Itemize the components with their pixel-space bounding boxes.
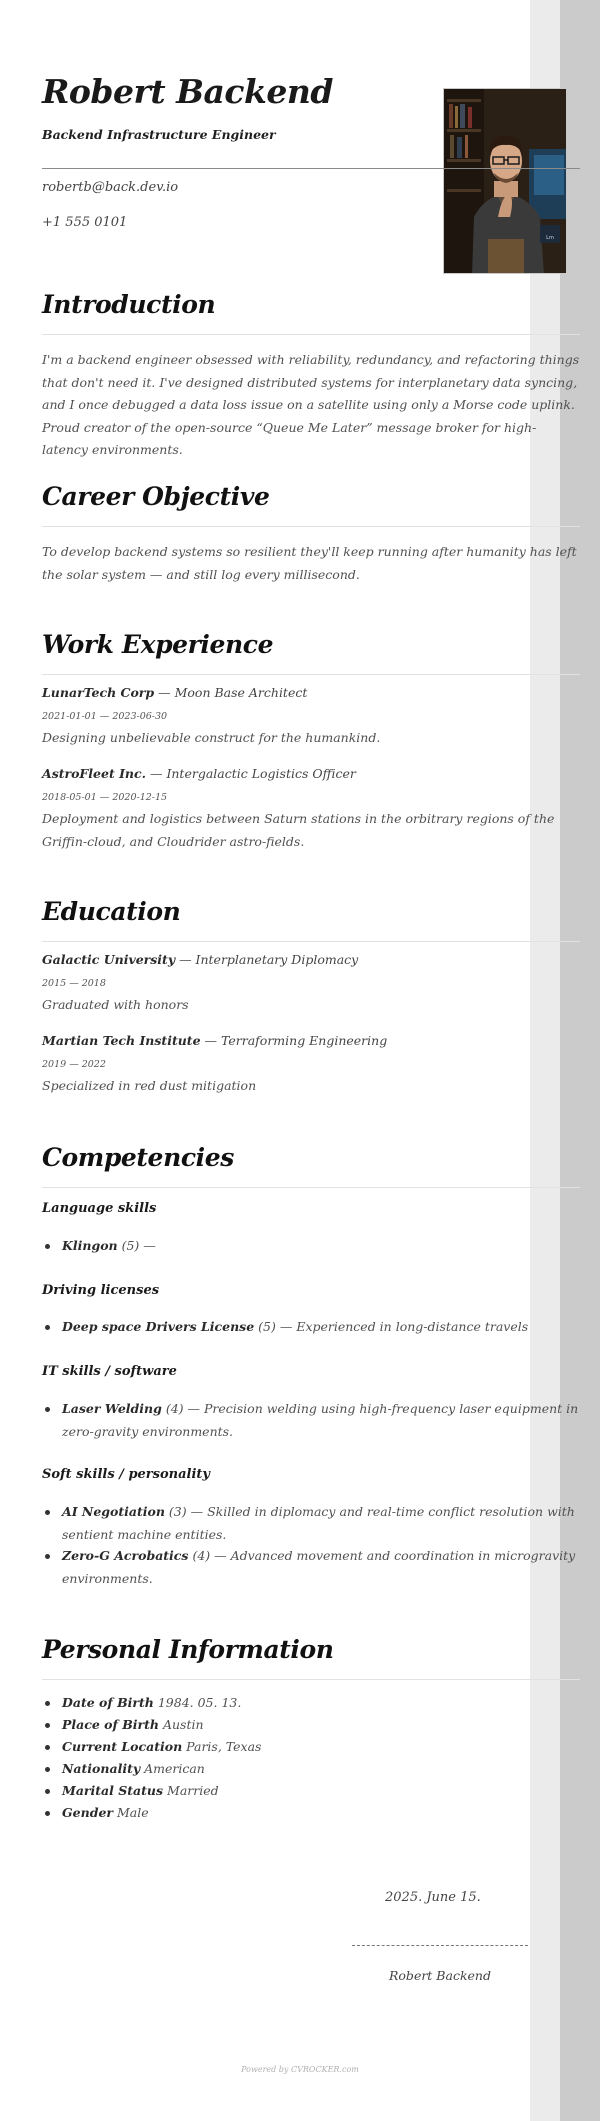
competency-detail: (5) — Experienced in long-distance travels bbox=[254, 1319, 529, 1334]
personal-info-label: Nationality bbox=[62, 1761, 141, 1776]
work-entry-role: — Moon Base Architect bbox=[154, 685, 308, 700]
section-divider bbox=[42, 526, 580, 527]
competency-name: Klingon bbox=[62, 1238, 118, 1253]
work-entry-org: AstroFleet Inc. bbox=[42, 766, 146, 781]
education-entry-heading bbox=[42, 952, 358, 967]
personal-info-label: Date of Birth bbox=[62, 1695, 154, 1710]
competency-group-heading: IT skills / software bbox=[42, 1364, 177, 1379]
personal-info-item bbox=[62, 1714, 580, 1737]
section-title-objective: Career Objective bbox=[42, 482, 270, 511]
section-divider bbox=[42, 1679, 580, 1680]
competency-detail: (4) — Precision welding using high-frequency laser equipment in zero-gravity environments. bbox=[62, 1401, 579, 1439]
personal-info-value: Austin bbox=[159, 1717, 204, 1732]
personal-info-value: Male bbox=[113, 1805, 149, 1820]
personal-info-value: Married bbox=[163, 1783, 219, 1798]
personal-info-item bbox=[62, 1780, 580, 1803]
work-entry-org: LunarTech Corp bbox=[42, 685, 155, 700]
competency-item bbox=[62, 1398, 580, 1443]
personal-info-label: Current Location bbox=[62, 1739, 183, 1754]
header-divider bbox=[42, 168, 580, 169]
section-title-personal: Personal Information bbox=[42, 1635, 334, 1664]
signature-line bbox=[352, 1945, 528, 1947]
competency-detail: (3) — Skilled in diplomacy and real-time conflict resolution with sentient machine entities. bbox=[62, 1504, 575, 1542]
competency-group-heading: Driving licenses bbox=[42, 1283, 160, 1298]
education-entry-degree: — Interplanetary Diplomacy bbox=[175, 952, 359, 967]
section-divider bbox=[42, 1187, 580, 1188]
personal-info-item bbox=[62, 1802, 580, 1825]
signature-name: Robert Backend bbox=[389, 1968, 491, 1983]
personal-info-item bbox=[62, 1736, 580, 1759]
signature-date: 2025. June 15. bbox=[385, 1890, 481, 1905]
competency-item bbox=[62, 1316, 580, 1339]
candidate-name: Robert Backend bbox=[42, 72, 333, 111]
personal-info-value: American bbox=[140, 1761, 205, 1776]
personal-info-value: 1984. 05. 13. bbox=[153, 1695, 242, 1710]
section-title-work: Work Experience bbox=[42, 630, 274, 659]
education-entry-org: Galactic University bbox=[42, 952, 176, 967]
competency-name: Zero-G Acrobatics bbox=[62, 1548, 189, 1563]
svg-text:Lm: Lm bbox=[546, 235, 554, 241]
competency-group-heading: Language skills bbox=[42, 1201, 157, 1216]
personal-info-item bbox=[62, 1758, 580, 1781]
personal-info-label: Gender bbox=[62, 1805, 113, 1820]
work-entry-description: Deployment and logistics between Saturn stations in the orbitrary regions of the Griffin-cloud, and Cloudrider astro-fields. bbox=[42, 811, 555, 849]
competency-name: AI Negotiation bbox=[62, 1504, 165, 1519]
education-entry-heading bbox=[42, 1033, 387, 1048]
personal-info-label: Place of Birth bbox=[62, 1717, 159, 1732]
education-entry-org: Martian Tech Institute bbox=[42, 1033, 201, 1048]
competency-detail: (5) — bbox=[117, 1238, 156, 1253]
competency-item bbox=[62, 1501, 580, 1546]
section-divider bbox=[42, 334, 580, 335]
competency-name: Laser Welding bbox=[62, 1401, 162, 1416]
work-entry-heading bbox=[42, 766, 356, 781]
work-entry-role: — Intergalactic Logistics Officer bbox=[146, 766, 356, 781]
education-entry-degree: — Terraforming Engineering bbox=[200, 1033, 388, 1048]
work-entry-heading bbox=[42, 685, 307, 700]
introduction-text: I'm a backend engineer obsessed with reliability, redundancy, and refactoring things that don't need it. I've designed distributed systems for interplanetary data syncing, and I once debugged a data loss issue on a satellite using only a Morse code uplink. Proud creator of the open-source “Queue Me Later” message broker for high-latency environments. bbox=[42, 352, 580, 457]
section-title-education: Education bbox=[42, 897, 181, 926]
section-divider bbox=[42, 674, 580, 675]
work-entry-dates: 2021-01-01 — 2023-06-30 bbox=[42, 711, 168, 722]
education-entry-dates: 2019 — 2022 bbox=[42, 1059, 106, 1070]
competency-name: Deep space Drivers License bbox=[62, 1319, 255, 1334]
profile-photo bbox=[443, 88, 567, 274]
section-divider bbox=[42, 941, 580, 942]
competency-item bbox=[62, 1545, 580, 1590]
competency-detail: (4) — Advanced movement and coordination in microgravity environments. bbox=[62, 1548, 576, 1586]
objective-text: To develop backend systems so resilient they'll keep running after humanity has left the solar system — and still log every millisecond. bbox=[42, 544, 577, 582]
personal-info-item bbox=[62, 1692, 580, 1715]
job-title: Backend Infrastructure Engineer bbox=[42, 127, 276, 142]
section-title-introduction: Introduction bbox=[42, 290, 216, 319]
footer-credit[interactable]: Powered by CVROCKER.com bbox=[241, 2065, 359, 2074]
personal-info-value: Paris, Texas bbox=[182, 1739, 262, 1754]
phone-text[interactable]: +1 555 0101 bbox=[42, 215, 128, 230]
personal-info-label: Marital Status bbox=[62, 1783, 164, 1798]
email-text[interactable]: robertb@back.dev.io bbox=[42, 180, 179, 195]
education-entry-description: Specialized in red dust mitigation bbox=[42, 1078, 257, 1093]
education-entry-description: Graduated with honors bbox=[42, 997, 189, 1012]
work-entry-dates: 2018-05-01 — 2020-12-15 bbox=[42, 792, 168, 803]
competency-item bbox=[62, 1235, 580, 1258]
competency-group-heading: Soft skills / personality bbox=[42, 1467, 210, 1482]
work-entry-description: Designing unbelievable construct for the humankind. bbox=[42, 730, 381, 745]
education-entry-dates: 2015 — 2018 bbox=[42, 978, 106, 989]
section-title-competencies: Competencies bbox=[42, 1143, 234, 1172]
